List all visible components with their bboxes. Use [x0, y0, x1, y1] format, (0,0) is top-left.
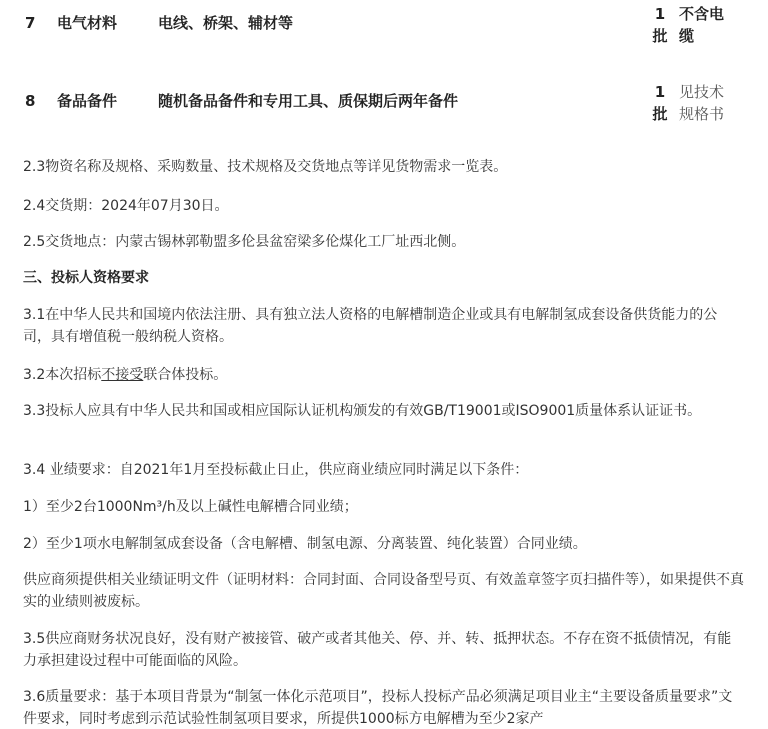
paragraph-3-4-item-1: 1）至少2台1000Nm³/h及以上碱性电解槽合同业绩；: [23, 499, 358, 515]
paragraph-3-4-note: 供应商须提供相关业绩证明文件（证明材料：合同封面、合同设备型号页、有效盖章签字页扫描件等），如果提供不真实的业绩则被废标。: [23, 572, 744, 610]
paragraph-3-2-emphasis: 不接受: [101, 367, 144, 383]
section-heading: 三、投标人资格要求: [23, 270, 149, 286]
paragraph-3-2-lead: 3.2本次招标: [23, 367, 102, 383]
item-description: 电线、桥架、辅材等: [158, 14, 294, 32]
paragraph-3-2-tail: 联合体投标。: [143, 367, 228, 383]
item-name: 备品备件: [57, 92, 118, 110]
paragraph-3-3: 3.3投标人应具有中华人民共和国或相应国际认证机构颁发的有效GB/T19001或ISO9001质量体系认证证书。: [23, 403, 702, 419]
paragraph-2-5: 2.5交货地点：内蒙古锡林郭勒盟多伦县盆窑梁多伦煤化工厂址西北侧。: [23, 234, 466, 250]
paragraph-3-4: 3.4 业绩要求：自2021年1月至投标截止日止，供应商业绩应同时满足以下条件：: [23, 462, 529, 478]
paragraph-3-2: [23, 364, 745, 386]
row-number: 7: [25, 14, 36, 32]
item-name: 电气材料: [57, 14, 118, 32]
paragraph-3-5: 3.5供应商财务状况良好，没有财产被接管、破产或者其他关、停、并、转、抵押状态。不存在资不抵债情况，有能力承担建设过程中可能面临的风险。: [23, 631, 732, 669]
paragraph-2-4: 2.4交货期：2024年07月30日。: [23, 198, 229, 214]
row-number: 8: [25, 92, 36, 110]
item-description: 随机备品备件和专用工具、质保期后两年备件: [158, 92, 459, 110]
item-remark: 不含电缆: [679, 5, 725, 45]
item-remark: 见技术规格书: [679, 83, 725, 123]
paragraph-3-4-item-2: 2）至少1项水电解制氢成套设备（含电解槽、制氢电源、分离装置、纯化装置）合同业绩。: [23, 536, 587, 552]
item-quantity: 1批: [652, 83, 668, 123]
paragraph-3-1: 3.1在中华人民共和国境内依法注册、具有独立法人资格的电解槽制造企业或具有电解制氢成套设备供货能力的公司，具有增值税一般纳税人资格。: [23, 307, 718, 345]
paragraph-3-6: 3.6质量要求：基于本项目背景为“制氢一体化示范项目”，投标人投标产品必须满足项目业主“主要设备质量要求”文件要求，同时考虑到示范试验性制氢项目要求，所提供1000标方电解槽为至少2家产: [23, 689, 733, 727]
paragraph-2-3: 2.3物资名称及规格、采购数量、技术规格及交货地点等详见货物需求一览表。: [23, 159, 508, 175]
item-quantity: 1批: [652, 5, 668, 45]
